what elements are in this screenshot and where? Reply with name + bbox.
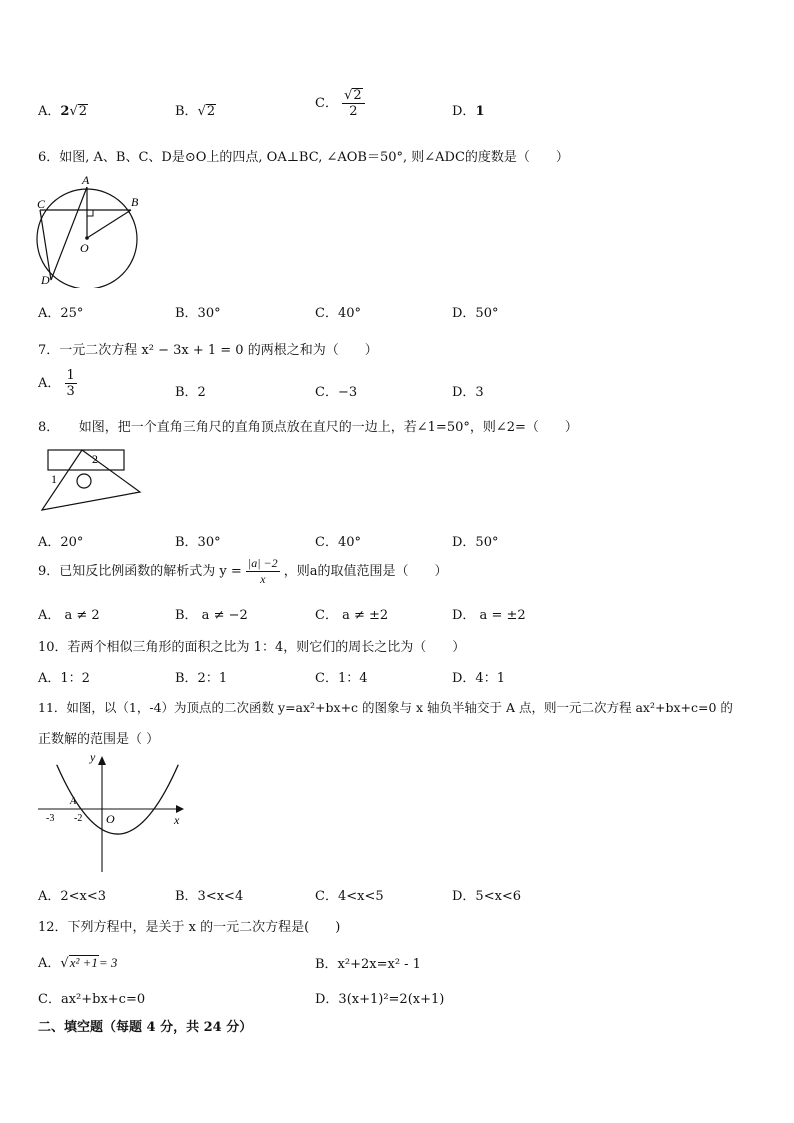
q12-option-c: C．ax²+bx+c=0	[38, 992, 146, 1007]
q11-option-b: B．3<x<4	[175, 889, 244, 904]
q11-option-d: D．5<x<6	[452, 889, 522, 904]
q6-option-b: B．30°	[175, 306, 221, 321]
q7-option-b: B．2	[175, 385, 206, 400]
q11-label-a: A	[70, 796, 77, 807]
q11-tick-minus2: -2	[74, 813, 83, 824]
q5-option-a: A．2√2	[38, 104, 88, 119]
q11-label-y: y	[90, 750, 96, 764]
q11-tick-minus3: -3	[46, 813, 55, 824]
q10-option-a: A．1：2	[38, 671, 90, 686]
q5-option-c: C． $\frac{√2}{2}$	[315, 88, 365, 119]
q6-option-c: C．40°	[315, 306, 361, 321]
q11-label-x: x	[174, 813, 180, 827]
q11-option-c: C．4<x<5	[315, 889, 384, 904]
q8-label-1: 1	[51, 472, 57, 486]
q8-label-2: 2	[92, 452, 98, 466]
q11-question-line2: 正数解的范围是（ ）	[38, 732, 160, 747]
q11-parabola-figure	[36, 748, 188, 876]
q6-label-a: A	[82, 173, 90, 187]
q11-question-line1: 11．如图，以（1，-4）为顶点的二次函数 y=ax²+bx+c 的图象与 x 轴负半轴交于 A 点，则一元二次方程 ax²+bx+c=0 的	[38, 700, 733, 715]
q12-question: 12．下列方程中，是关于 x 的一元二次方程是( )	[38, 920, 341, 935]
q8-question: 8． 如图，把一个直角三角尺的直角顶点放在直尺的一边上，若∠1=50°，则∠2=（ ）	[38, 420, 578, 435]
q9-option-c: C． a ≠ ±2	[315, 608, 389, 623]
q9-option-b: B． a ≠ −2	[175, 608, 248, 623]
q5-option-d: D．1	[452, 104, 485, 119]
q5-option-b: B．√2	[175, 104, 216, 119]
q8-option-a: A．20°	[38, 535, 84, 550]
q6-label-b: B	[131, 195, 139, 209]
q10-option-d: D．4：1	[452, 671, 505, 686]
q12-option-b: B．x²+2x=x² - 1	[315, 957, 421, 972]
q9-option-a: A． a ≠ 2	[38, 608, 100, 623]
q8-option-c: C．40°	[315, 535, 361, 550]
q9-option-d: D． a = ±2	[452, 608, 526, 623]
q9-question: 9．已知反比例函数的解析式为 y = $\frac{|a| -2}{x}$ ，则a的取值范围是（ ）	[38, 556, 448, 586]
q10-question: 10．若两个相似三角形的面积之比为 1：4，则它们的周长之比为（ ）	[38, 640, 466, 655]
q11-option-a: A．2<x<3	[38, 889, 107, 904]
q8-option-d: D．50°	[452, 535, 499, 550]
q6-question: 6．如图, A、B、C、D是⊙O上的四点, OA⊥BC, ∠AOB＝50°, 则∠ADC的度数是（ ）	[38, 150, 569, 165]
q6-label-c: C	[37, 197, 46, 211]
section-fill-in-blank-heading: 二、填空题（每题 4 分，共 24 分）	[38, 1020, 253, 1035]
q7-option-d: D．3	[452, 385, 484, 400]
q12-option-a: A．√x² +1= 3	[38, 955, 118, 971]
q10-option-c: C．1：4	[315, 671, 368, 686]
q6-option-d: D．50°	[452, 306, 499, 321]
q6-circle-figure	[34, 170, 146, 288]
q6-option-a: A．25°	[38, 306, 84, 321]
q6-label-d: D	[41, 273, 50, 287]
q7-question: 7．一元二次方程 x² − 3x + 1 = 0 的两根之和为（ ）	[38, 343, 378, 358]
q8-ruler-triangle-figure	[36, 444, 146, 516]
q10-option-b: B．2：1	[175, 671, 228, 686]
q11-label-o: O	[106, 812, 115, 826]
q12-option-d: D．3(x+1)²=2(x+1)	[315, 992, 445, 1007]
q7-option-c: C．−3	[315, 385, 358, 400]
q6-label-o: O	[80, 241, 89, 255]
q7-option-a: A． $\frac{1}{3}$	[38, 368, 75, 399]
q8-option-b: B．30°	[175, 535, 221, 550]
